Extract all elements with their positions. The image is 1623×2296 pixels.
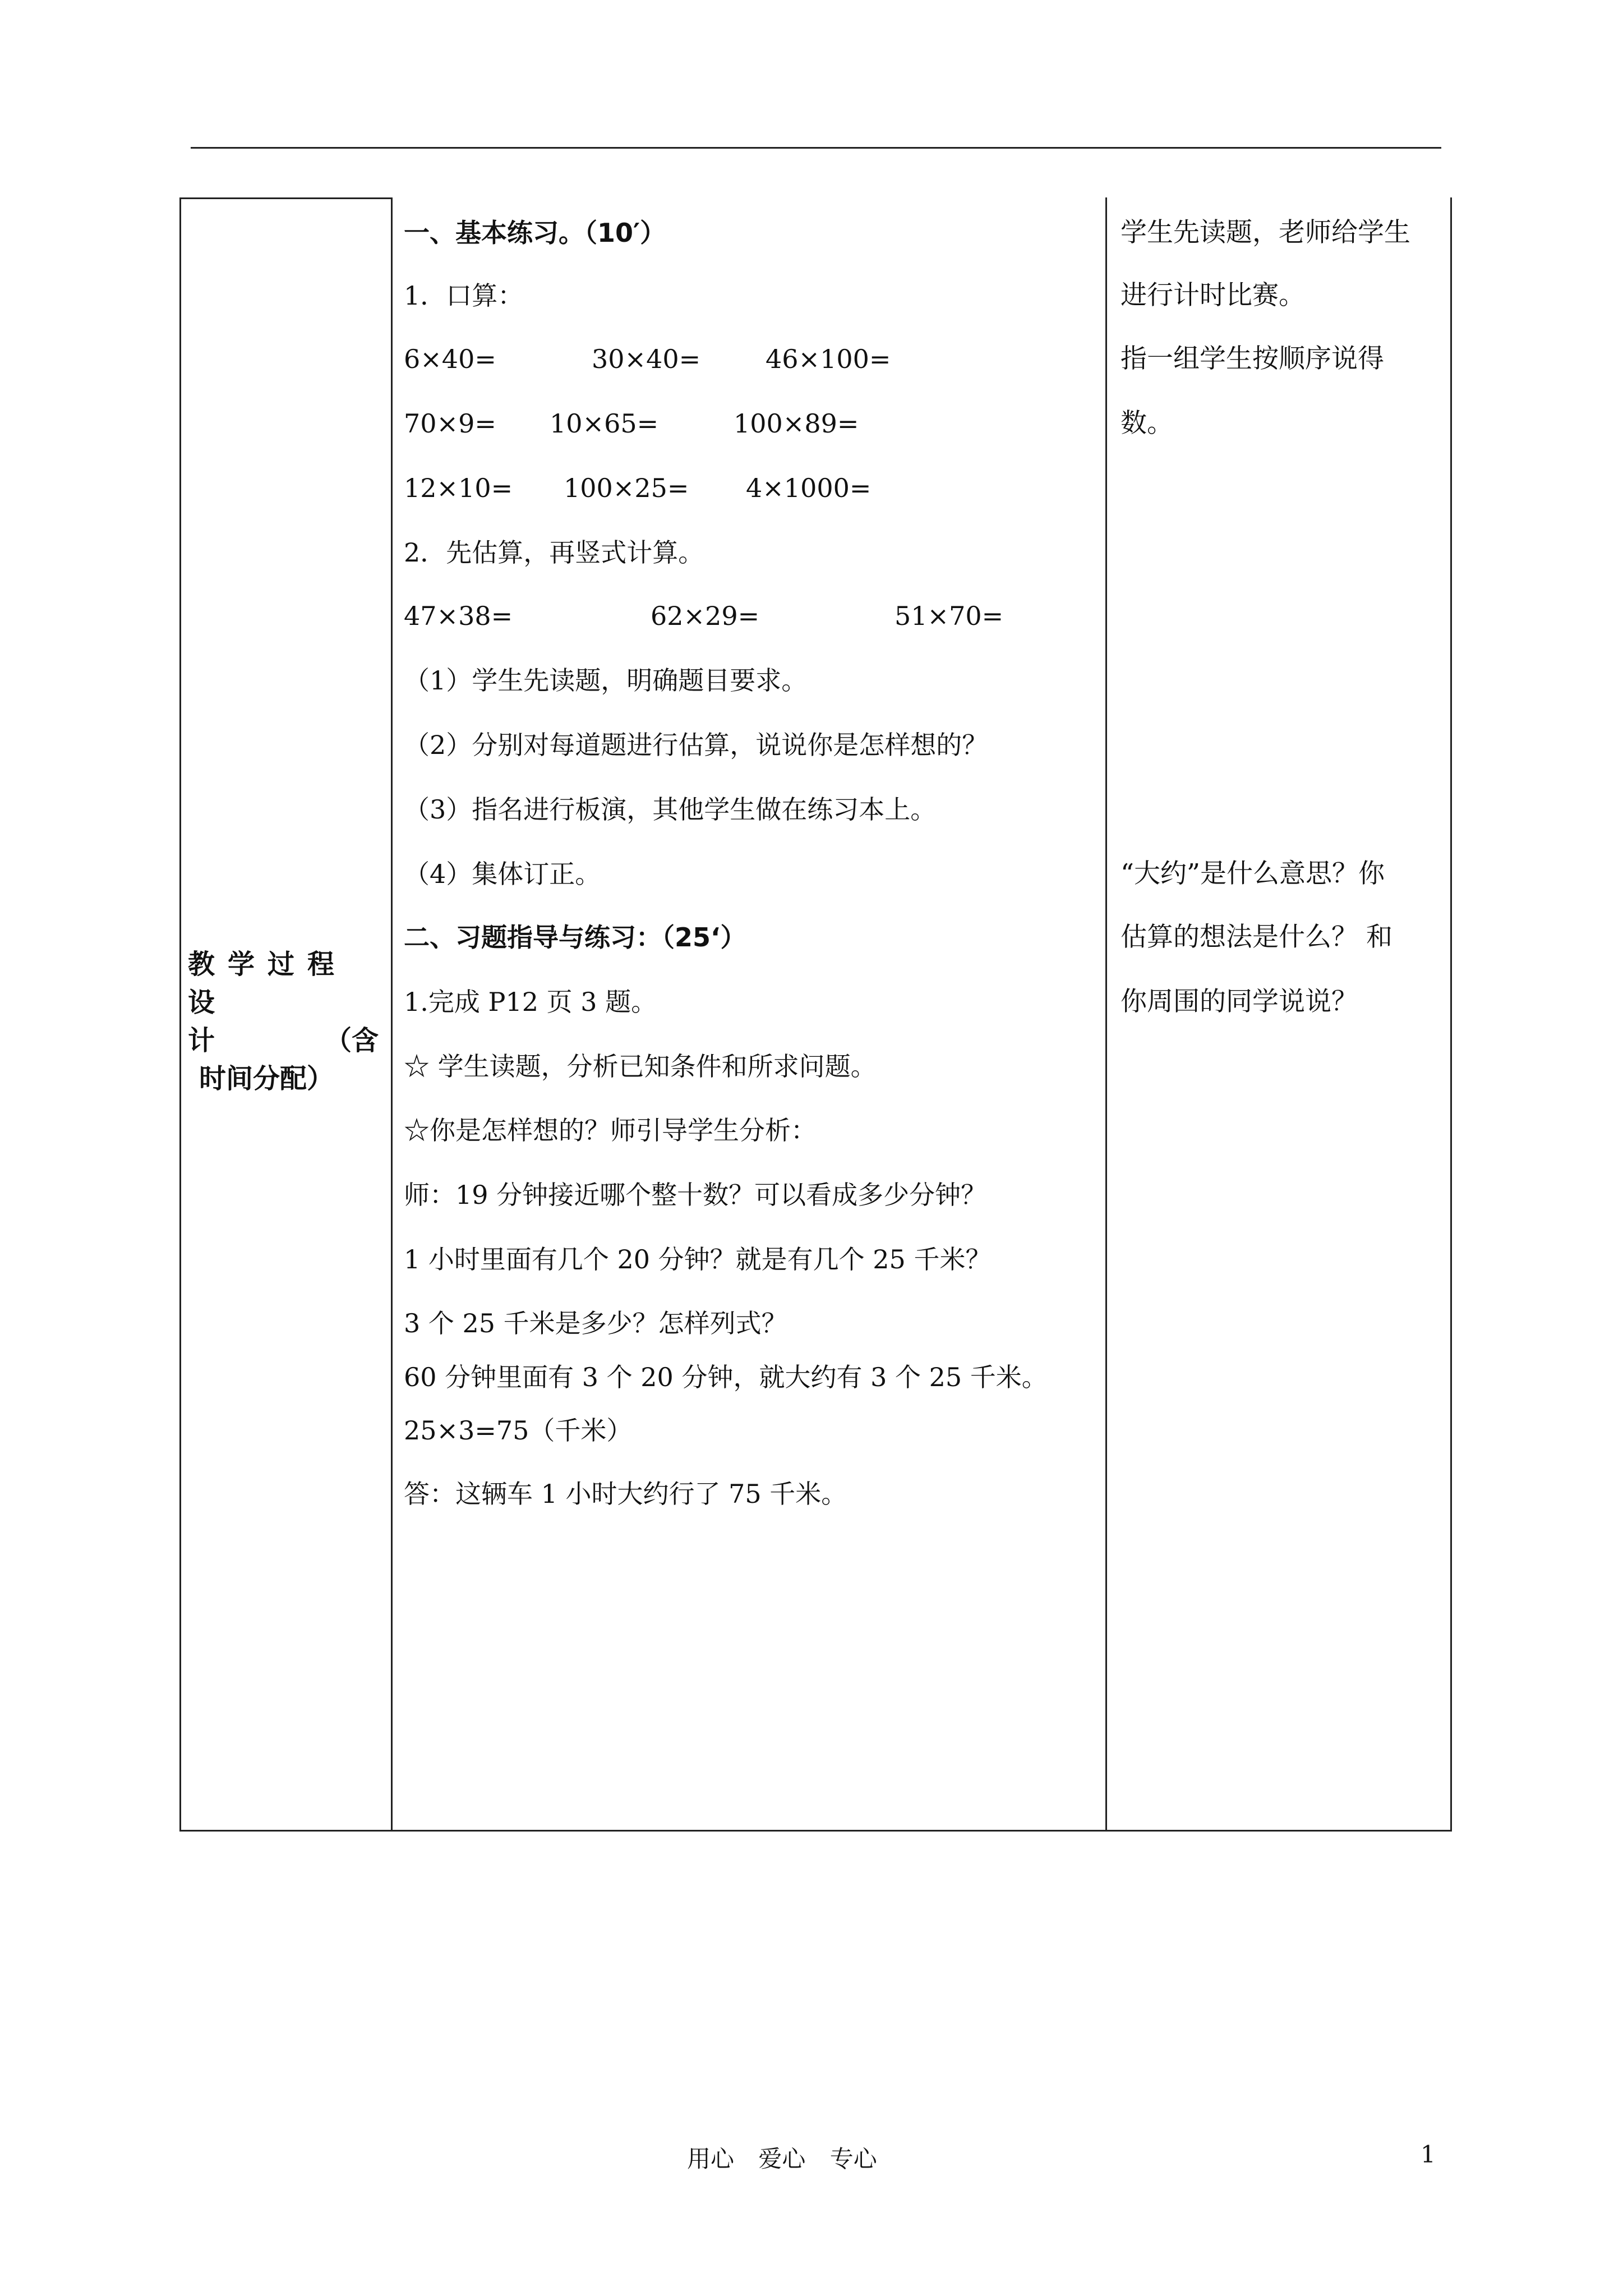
note-line: 进行计时比赛。 xyxy=(1121,280,1305,311)
step-item: （4）集体订正。 xyxy=(404,859,601,889)
estimate-item: 62×29= xyxy=(651,601,760,631)
footer-motto: 用心 爱心 专心 xyxy=(687,2145,877,2173)
oral-item: 100×25= xyxy=(564,473,689,503)
estimate-row xyxy=(404,599,1077,633)
task-line: 1.完成 P12 页 3 题。 xyxy=(404,987,657,1017)
oral-calc-title: 1．口算： xyxy=(404,280,524,311)
row-label-line1: 教学过程设 xyxy=(188,949,348,1018)
estimate-item: 47×38= xyxy=(404,601,513,631)
oral-item: 6×40= xyxy=(404,344,496,374)
note-line: 学生先读题，老师给学生 xyxy=(1121,217,1410,248)
row-label-cell xyxy=(188,945,379,1098)
question-line-3: 3 个 25 千米是多少？怎样列式？ xyxy=(404,1308,787,1338)
note-line: 估算的想法是什么？ 和 xyxy=(1121,922,1393,953)
estimate-title: 2．先估算，再竖式计算。 xyxy=(404,537,704,568)
note-line: 你周围的同学说说？ xyxy=(1121,986,1358,1017)
oral-row-1 xyxy=(404,342,1077,376)
oral-item: 100×89= xyxy=(734,408,859,439)
question-line-1: 师：19 分钟接近哪个整十数？可以看成多少分钟？ xyxy=(404,1180,987,1210)
row-label-line2 xyxy=(188,1022,379,1060)
note-line: 指一组学生按顺序说得 xyxy=(1121,343,1384,374)
page-number: 1 xyxy=(1421,2141,1436,2168)
step-item: （2）分别对每道题进行估算，说说你是怎样想的？ xyxy=(404,730,988,760)
row-label-line3: 时间分配） xyxy=(199,1063,334,1094)
oral-item: 12×10= xyxy=(404,473,513,503)
oral-item: 10×65= xyxy=(550,408,659,439)
oral-row-3 xyxy=(404,471,1077,505)
table-divider-1 xyxy=(391,197,393,1831)
oral-item: 30×40= xyxy=(592,344,701,374)
oral-item: 46×100= xyxy=(766,344,891,374)
row-label-line2-left: 计 xyxy=(188,1025,215,1056)
step-item: （1）学生先读题，明确题目要求。 xyxy=(404,665,808,696)
star-line-2: ☆你是怎样想的？师引导学生分析： xyxy=(404,1115,817,1145)
star-line-1: ☆ 学生读题，分析已知条件和所求问题。 xyxy=(404,1051,877,1082)
oral-item: 4×1000= xyxy=(746,473,872,503)
note-line: “大约”是什么意思？你 xyxy=(1121,858,1385,889)
oral-item: 70×9= xyxy=(404,408,496,439)
header-rule xyxy=(191,147,1441,149)
formula-line: 25×3=75（千米） xyxy=(404,1415,633,1446)
section2-title: 二、习题指导与练习：（25‘） xyxy=(404,922,746,953)
table-border-top xyxy=(179,197,393,199)
section1-title: 一、基本练习。（10′） xyxy=(404,218,666,248)
table-border-bottom xyxy=(179,1830,1452,1832)
answer-line: 答：这辆车 1 小时大约行了 75 千米。 xyxy=(404,1479,847,1509)
note-line: 数。 xyxy=(1121,408,1173,439)
oral-row-2 xyxy=(404,407,1077,440)
row-label-line2-right: （含 xyxy=(324,1025,379,1056)
estimate-item: 51×70= xyxy=(895,601,1004,631)
table-divider-2 xyxy=(1105,197,1107,1831)
question-line-2: 1 小时里面有几个 20 分钟？就是有几个 25 千米？ xyxy=(404,1244,992,1274)
step-item: （3）指名进行板演，其他学生做在练习本上。 xyxy=(404,794,937,825)
question-line-4: 60 分钟里面有 3 个 20 分钟，就大约有 3 个 25 千米。 xyxy=(404,1362,1048,1392)
table-border-right xyxy=(1450,197,1452,1831)
table-border-left xyxy=(179,197,181,1831)
